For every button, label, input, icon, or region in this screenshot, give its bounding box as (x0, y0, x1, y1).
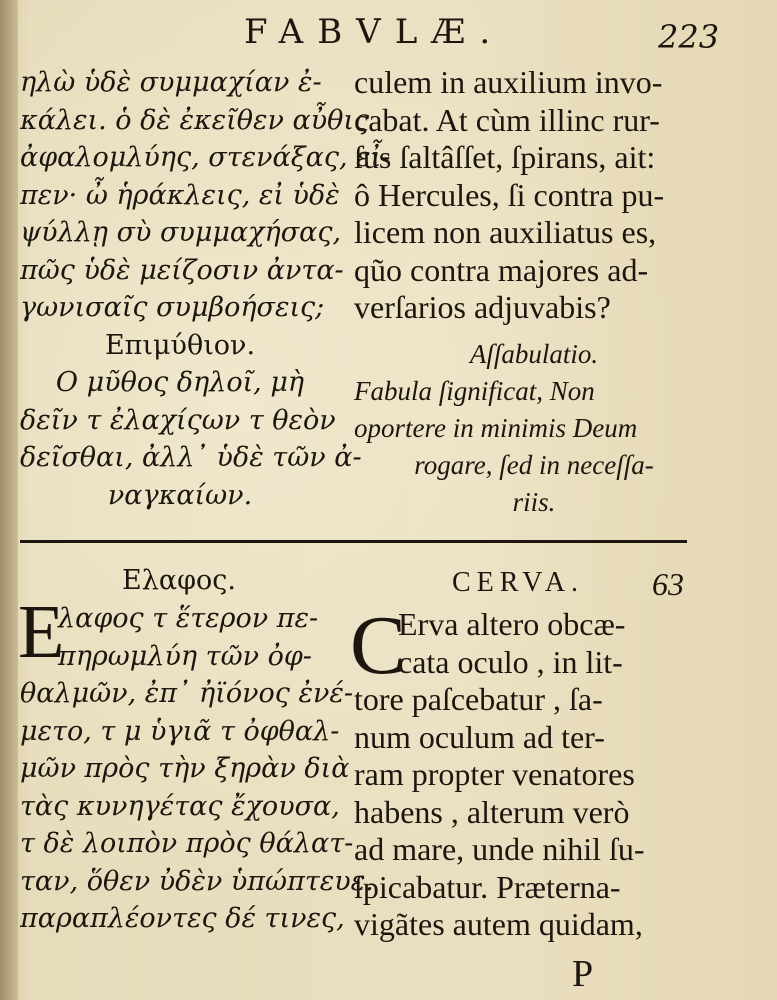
page-number: 223 (658, 18, 720, 56)
latin-line: num oculum ad ter- (354, 718, 605, 755)
greek-line: κάλει. ὁ δὲ ἐκεῖθεν αὖθις (20, 104, 370, 136)
greek-line: γωνισαῖς συμβοήσεις; (20, 292, 325, 323)
latin-moral-line: riis. (512, 487, 556, 517)
latin-line: Erva altero obcæ- (398, 606, 626, 642)
latin-moral-line: Fabula ſignificat, Non (354, 376, 595, 406)
greek-line: ψύλλῃ σὺ συμμαχήσας, (20, 217, 342, 248)
latin-line: verſarios adjuvabis? (354, 289, 611, 325)
latin-moral-block (354, 336, 714, 521)
greek-fable-title: Ελαφος. (122, 565, 236, 596)
greek-line: ηλὼ ὑδὲ συμμαχίαν ἐ- (20, 67, 322, 98)
running-title: FABVLÆ. (244, 12, 505, 52)
greek-moral-line: ναγκαίων. (107, 479, 253, 511)
greek-line: ἀφαλομλύης, στενάξας, εἶ- (20, 142, 391, 173)
greek-line: μῶν πρὸς τὴν ξηρὰν διὰ (20, 753, 350, 784)
page-gutter (0, 0, 18, 1000)
latin-line: ad mare, unde nihil ſu- (354, 831, 645, 867)
latin-line: ô Hercules, ſi contra pu- (354, 176, 665, 213)
greek-line: πηρωμλύη τῶν ὀφ- (58, 640, 312, 672)
latin-line: qũo contra majores ad- (354, 251, 649, 288)
latin-moral-line: rogare, ſed in neceſſa- (414, 450, 654, 480)
lower-latin-column (354, 606, 714, 944)
latin-dropcap: C (350, 599, 407, 692)
greek-line: τὰς κυνηγέτας ἔχουσα, (20, 790, 340, 822)
greek-line: μετο, τ μ ὑγιᾶ τ ὀφθαλ- (20, 715, 340, 747)
latin-moral-line: oportere in minimis Deum (354, 413, 638, 443)
greek-line: παραπλέοντες δέ τινες, (20, 903, 345, 934)
fable-number: 63 (652, 566, 684, 602)
latin-line: cabat. At cùm illinc rur- (354, 101, 660, 138)
upper-greek-column (20, 64, 391, 514)
latin-fable-title: CERVA. (452, 567, 585, 598)
latin-line: tore paſcebatur , ſa- (354, 681, 603, 717)
signature-mark: P (572, 953, 594, 995)
greek-moral-line: δεῖν τ ἐλαχίςων τ θεὸν (20, 404, 336, 436)
greek-dropcap: E (18, 590, 65, 674)
lower-greek-column (20, 600, 374, 938)
latin-line: culem in auxilium invo- (354, 64, 663, 100)
latin-line: ſpicabatur. Præterna- (354, 868, 621, 905)
latin-line: ſus ſaltâſſet, ſpirans, ait: (354, 139, 656, 175)
greek-moral-line: Ο μῦθος δηλοῖ, μὴ (55, 367, 305, 398)
latin-moral-title: Aſſabulatio. (469, 339, 599, 369)
greek-line: πεν· ὦ ἡράκλεις, εἰ ὑδὲ (20, 179, 340, 211)
latin-line: licem non auxiliatus es, (354, 214, 657, 250)
greek-line: λαφος τ ἕτερον πε- (58, 603, 319, 634)
latin-line: cata oculo , in lit- (398, 643, 623, 680)
greek-line: τ δὲ λοιπὸν πρὸς θάλατ- (20, 828, 354, 859)
greek-moral-line: δεῖσθαι, ἀλλ᾽ ὑδὲ τῶν ἀ- (20, 442, 362, 473)
section-divider (20, 540, 687, 543)
greek-line: ταν, ὅθεν ὐδὲν ὑπώπτευε. (20, 865, 374, 897)
greek-line: πῶς ὑδὲ μείζοσιν ἀντα- (20, 254, 344, 286)
greek-line: θαλμῶν, ἐπ᾽ ἠϊόνος ἐνέ- (20, 678, 353, 709)
upper-latin-column (354, 64, 714, 327)
latin-line: vigãtes autem quidam, (354, 906, 643, 942)
latin-line: habens , alterum verò (354, 793, 630, 830)
latin-line: ram propter venatores (354, 756, 635, 792)
greek-moral-title: Επιμύθιον. (104, 329, 256, 361)
